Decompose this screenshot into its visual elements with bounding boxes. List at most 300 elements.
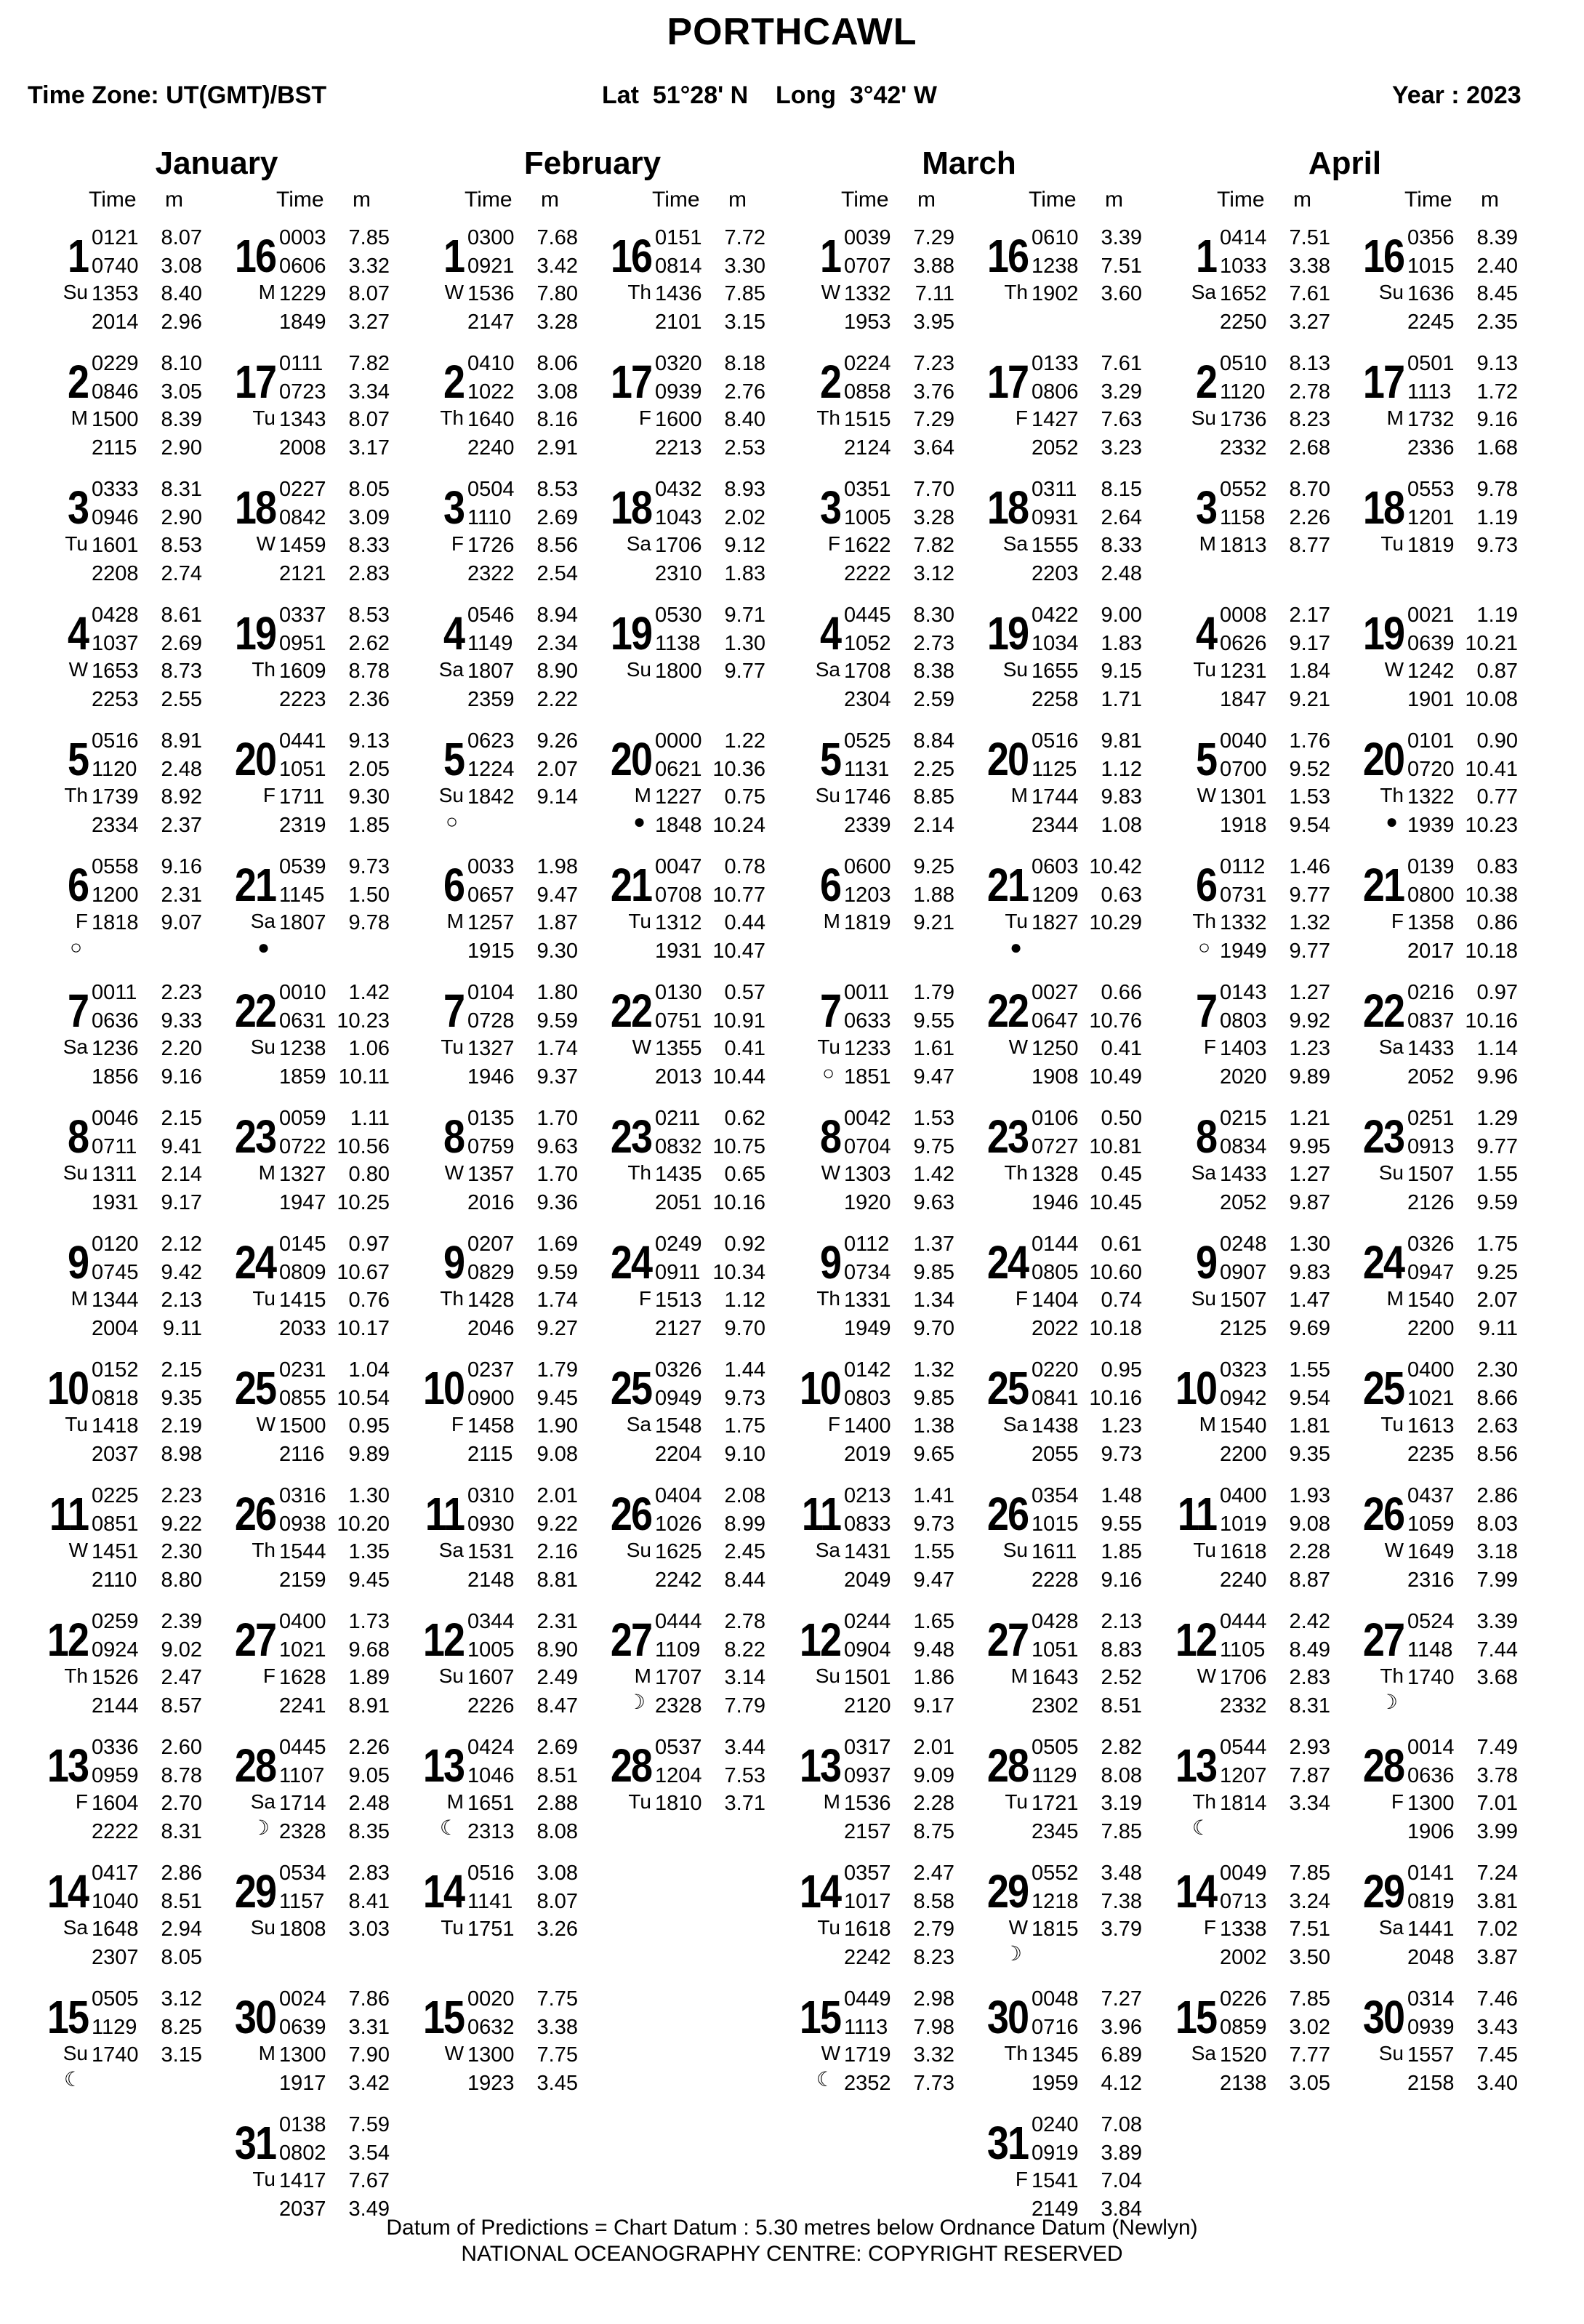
day-entry xyxy=(403,1859,589,1985)
tide-height: 9.42 xyxy=(161,1260,202,1284)
tide-time: 2002 xyxy=(1220,1945,1267,1969)
tide-row xyxy=(844,1692,954,1720)
tide-list xyxy=(92,979,202,1091)
tide-time: 0713 xyxy=(1220,1889,1267,1913)
day-entry xyxy=(591,601,776,727)
tide-height: 9.08 xyxy=(536,1442,578,1466)
tide-list xyxy=(844,1482,954,1594)
tide-list xyxy=(1407,601,1518,713)
tide-row xyxy=(1407,601,1518,630)
weekday: Tu xyxy=(252,1287,276,1310)
tide-row xyxy=(1032,1007,1142,1035)
tide-height: 1.84 xyxy=(1289,660,1330,683)
tide-time: 2203 xyxy=(1032,561,1079,585)
weekday: M xyxy=(71,406,88,429)
tide-time: 0259 xyxy=(92,1610,139,1633)
tide-row xyxy=(92,1356,202,1385)
day-number: 8 xyxy=(67,1111,88,1163)
tide-list xyxy=(92,224,202,336)
tide-height: 9.15 xyxy=(1101,660,1142,683)
tide-row xyxy=(1032,1161,1142,1189)
tide-time: 1145 xyxy=(279,883,325,907)
tide-list xyxy=(1220,1356,1330,1468)
weekday: Tu xyxy=(817,1035,840,1058)
tide-row xyxy=(1220,1161,1330,1189)
tide-height: 9.87 xyxy=(1289,1190,1330,1214)
tide-height: 1.85 xyxy=(348,813,390,837)
tide-time: 0226 xyxy=(1220,1987,1267,2011)
tide-row xyxy=(1032,1189,1142,1217)
tide-list xyxy=(844,601,954,713)
tide-height: 9.77 xyxy=(1476,1134,1518,1158)
tide-row xyxy=(844,1664,954,1692)
tide-list xyxy=(1032,224,1142,308)
tide-time: 1555 xyxy=(1032,534,1079,557)
day-number: 18 xyxy=(610,482,651,534)
tide-time: 0632 xyxy=(467,2015,515,2039)
tide-time: 1353 xyxy=(92,282,139,305)
tide-row xyxy=(655,1734,765,1762)
tide-row xyxy=(467,378,578,406)
tide-list xyxy=(1220,350,1330,462)
tide-time: 1949 xyxy=(1220,939,1267,963)
tide-row xyxy=(279,2041,390,2069)
column-header xyxy=(652,188,747,212)
tide-row xyxy=(1220,224,1330,252)
tide-row xyxy=(655,1063,765,1091)
tide-list xyxy=(844,727,954,839)
tide-row xyxy=(655,1762,765,1790)
tide-height: 8.23 xyxy=(1289,408,1330,431)
tide-height: 1.48 xyxy=(1101,1484,1142,1507)
tide-height: 7.85 xyxy=(1101,1819,1142,1843)
tide-list xyxy=(279,1105,390,1217)
tide-time: 1201 xyxy=(1407,505,1455,529)
tide-time: 2055 xyxy=(1032,1442,1079,1466)
tide-time: 1947 xyxy=(279,1190,326,1214)
tide-height: 2.23 xyxy=(161,981,202,1004)
tide-row xyxy=(92,881,202,910)
day-entry xyxy=(1343,476,1529,601)
tide-row xyxy=(1032,812,1142,840)
tide-row xyxy=(467,909,578,937)
tide-row xyxy=(844,1944,954,1972)
tide-time: 2149 xyxy=(1032,2197,1079,2221)
tide-height: 10.45 xyxy=(1089,1190,1142,1214)
weekday: Su xyxy=(626,658,651,681)
tide-height: 9.73 xyxy=(348,855,390,878)
tide-time: 0803 xyxy=(844,1386,891,1410)
day-entry xyxy=(591,853,776,979)
tide-time: 0316 xyxy=(279,1484,326,1507)
tide-row xyxy=(1220,881,1330,910)
tide-height: 7.75 xyxy=(536,2043,578,2067)
tide-height: 8.90 xyxy=(536,1638,578,1662)
tide-row xyxy=(279,1286,390,1315)
tide-height: 10.77 xyxy=(712,883,765,907)
tide-row xyxy=(92,1636,202,1664)
tide-height: 7.51 xyxy=(1289,1918,1330,1941)
tide-height: 8.15 xyxy=(1101,478,1142,501)
tide-time: 0101 xyxy=(1407,729,1455,753)
weekday: M xyxy=(1199,532,1216,555)
tide-row xyxy=(1032,560,1142,588)
tide-row xyxy=(92,406,202,434)
tide-time: 1435 xyxy=(655,1163,702,1186)
tide-height: 9.73 xyxy=(1476,534,1518,557)
tide-time: 1548 xyxy=(655,1414,702,1438)
tide-height: 8.51 xyxy=(1101,1694,1142,1718)
tide-row xyxy=(844,1482,954,1510)
tide-row xyxy=(1407,2014,1518,2042)
weekday: Tu xyxy=(441,1035,464,1058)
tide-time: 1600 xyxy=(655,408,702,431)
tide-time: 2037 xyxy=(279,2197,326,2221)
tide-height: 7.67 xyxy=(348,2169,390,2192)
day-number: 6 xyxy=(67,860,88,911)
tide-time: 0552 xyxy=(1032,1862,1079,1885)
tide-row xyxy=(1220,979,1330,1007)
tide-row xyxy=(655,406,765,434)
day-column xyxy=(968,224,1153,2237)
tide-list xyxy=(279,2111,390,2223)
tide-height: 1.70 xyxy=(536,1107,578,1130)
tide-time: 2242 xyxy=(844,1945,891,1969)
tide-time: 0326 xyxy=(655,1358,702,1382)
tide-row xyxy=(1220,2014,1330,2042)
tide-list xyxy=(844,1985,954,2097)
tide-time: 0537 xyxy=(655,1736,702,1759)
tide-height: 2.01 xyxy=(913,1736,954,1759)
tide-time: 2226 xyxy=(467,1694,515,1718)
tide-row xyxy=(844,1734,954,1762)
tide-time: 1459 xyxy=(279,534,326,557)
tide-height: 3.48 xyxy=(1101,1862,1142,1885)
tide-row xyxy=(279,560,390,588)
day-number: 15 xyxy=(1175,1992,1216,2043)
tide-time: 1706 xyxy=(655,534,702,557)
tide-time: 1418 xyxy=(92,1414,139,1438)
tide-row xyxy=(1220,1356,1330,1385)
tide-list xyxy=(92,350,202,462)
tide-height: 8.18 xyxy=(724,352,765,375)
tide-height: 7.27 xyxy=(1101,1987,1142,2011)
tide-height: 10.16 xyxy=(1089,1386,1142,1410)
tide-row xyxy=(279,727,390,756)
tide-time: 0120 xyxy=(92,1233,139,1256)
tide-row xyxy=(1220,1985,1330,2014)
weekday: M xyxy=(258,2042,276,2064)
tide-row xyxy=(1032,909,1142,937)
tide-row xyxy=(1407,756,1518,784)
tide-list xyxy=(279,1985,390,2097)
tide-height: 8.39 xyxy=(161,408,202,431)
tide-row xyxy=(279,1133,390,1161)
tide-height: 3.64 xyxy=(913,436,954,460)
day-number: 21 xyxy=(234,860,276,911)
tide-height: 9.83 xyxy=(1289,1260,1330,1284)
tide-height: 9.47 xyxy=(536,883,578,907)
tide-list xyxy=(1032,601,1142,713)
tide-time: 1200 xyxy=(92,883,139,907)
tide-time: 1618 xyxy=(1220,1540,1267,1563)
day-number: 22 xyxy=(234,985,276,1037)
tide-list xyxy=(279,979,390,1091)
tide-time: 0647 xyxy=(1032,1009,1079,1033)
tide-row xyxy=(279,630,390,658)
tide-height: 10.47 xyxy=(712,939,765,963)
tide-row xyxy=(92,1441,202,1469)
tide-height: 8.90 xyxy=(536,660,578,683)
tide-row xyxy=(844,560,954,588)
tide-height: 9.41 xyxy=(161,1134,202,1158)
day-entry xyxy=(215,1859,401,1985)
tide-row xyxy=(467,1888,578,1916)
tide-height: 9.68 xyxy=(348,1638,390,1662)
weekday: Sa xyxy=(815,1539,840,1561)
day-entry xyxy=(968,1734,1153,1859)
day-number: 2 xyxy=(819,356,840,408)
tide-row xyxy=(1032,1385,1142,1413)
tide-height: 8.53 xyxy=(536,478,578,501)
day-entry xyxy=(968,476,1153,601)
day-number: 18 xyxy=(234,482,276,534)
tide-list xyxy=(279,476,390,588)
day-number: 23 xyxy=(610,1111,651,1163)
tide-height: 1.11 xyxy=(350,1107,390,1130)
tide-list xyxy=(655,1230,765,1342)
day-number: 9 xyxy=(819,1237,840,1289)
weekday: Sa xyxy=(438,658,464,681)
tide-row xyxy=(1407,979,1518,1007)
tide-time: 1613 xyxy=(1407,1414,1455,1438)
tide-height: 10.54 xyxy=(337,1386,390,1410)
tide-time: 1515 xyxy=(844,408,891,431)
day-entry xyxy=(215,1105,401,1230)
tide-list xyxy=(844,1859,954,1971)
day-number: 3 xyxy=(1195,482,1216,534)
day-entry xyxy=(1343,1356,1529,1482)
tide-time: 2242 xyxy=(655,1568,702,1592)
tide-height: 1.73 xyxy=(348,1610,390,1633)
tide-time: 1931 xyxy=(92,1190,139,1214)
tide-row xyxy=(467,937,578,966)
tide-height: 1.30 xyxy=(348,1484,390,1507)
tide-time: 1040 xyxy=(92,1889,139,1913)
last-moon-icon: ☾ xyxy=(439,1816,458,1839)
timezone-label: Time Zone: UT(GMT)/BST xyxy=(28,81,327,109)
tide-row xyxy=(1407,812,1518,840)
day-number: 2 xyxy=(67,356,88,408)
tide-time: 0600 xyxy=(844,855,891,878)
tide-height: 7.24 xyxy=(1476,1862,1518,1885)
tide-time: 0133 xyxy=(1032,352,1079,375)
tide-time: 1714 xyxy=(279,1792,326,1815)
tide-height: 10.38 xyxy=(1465,883,1518,907)
tide-row xyxy=(844,1259,954,1287)
tide-row xyxy=(92,224,202,252)
weekday: Tu xyxy=(1193,1539,1216,1561)
tide-time: 1436 xyxy=(655,282,702,305)
tide-row xyxy=(655,1441,765,1469)
day-entry xyxy=(591,1734,776,1859)
tide-row xyxy=(1407,1538,1518,1566)
tide-row xyxy=(844,476,954,504)
month-name: January xyxy=(155,145,278,181)
weekday: F xyxy=(827,1413,840,1435)
tide-time: 0112 xyxy=(844,1233,890,1256)
tide-list xyxy=(1407,476,1518,560)
day-entry xyxy=(780,1734,965,1859)
tide-height: 7.80 xyxy=(536,282,578,305)
tide-row xyxy=(279,1790,390,1818)
tide-row xyxy=(92,657,202,686)
tide-time: 0946 xyxy=(92,505,139,529)
tide-row xyxy=(467,1105,578,1133)
tide-height: 9.16 xyxy=(161,1065,202,1089)
tide-height: 7.98 xyxy=(913,2015,954,2039)
tide-row xyxy=(1407,1636,1518,1664)
tide-height: 7.46 xyxy=(1476,1987,1518,2011)
tide-time: 0552 xyxy=(1220,478,1267,501)
weekday: F xyxy=(75,1790,88,1813)
tide-row xyxy=(1407,1859,1518,1888)
tide-list xyxy=(655,350,765,462)
tide-height: 2.48 xyxy=(1101,561,1142,585)
tide-row xyxy=(467,1315,578,1343)
tide-time: 2313 xyxy=(467,1819,515,1843)
tide-time: 2008 xyxy=(279,436,326,460)
tide-height: 7.11 xyxy=(914,282,954,305)
tide-time: 0937 xyxy=(844,1763,891,1787)
tide-time: 1238 xyxy=(1032,254,1079,278)
weekday: W xyxy=(256,1413,276,1435)
day-number: 30 xyxy=(234,1992,276,2043)
tide-height: 8.05 xyxy=(348,478,390,501)
tide-height: 8.07 xyxy=(348,282,390,305)
tide-list xyxy=(1407,1230,1518,1342)
tide-row xyxy=(279,378,390,406)
tide-row xyxy=(1220,1105,1330,1133)
tide-height: 8.84 xyxy=(913,729,954,753)
tide-height: 10.60 xyxy=(1089,1260,1142,1284)
tide-height: 9.73 xyxy=(1101,1442,1142,1466)
tide-height: 8.40 xyxy=(724,408,765,431)
tide-time: 1810 xyxy=(655,1792,702,1815)
tide-time: 0734 xyxy=(844,1260,891,1284)
tide-row xyxy=(92,1007,202,1035)
tide-time: 0020 xyxy=(467,1987,515,2011)
tide-height: 9.35 xyxy=(161,1386,202,1410)
tide-time: 1311 xyxy=(92,1163,137,1186)
weekday: Sa xyxy=(250,1790,276,1813)
tide-height: 3.24 xyxy=(1289,1889,1330,1913)
tide-time: 1431 xyxy=(844,1540,891,1563)
tide-time: 0138 xyxy=(279,2113,326,2136)
tide-row xyxy=(467,1441,578,1469)
tide-time: 0516 xyxy=(92,729,139,753)
tide-time: 0139 xyxy=(1407,855,1455,878)
day-entry xyxy=(1343,601,1529,727)
tide-row xyxy=(844,756,954,784)
tide-row xyxy=(1407,1790,1518,1818)
tide-list xyxy=(1032,1482,1142,1594)
tide-row xyxy=(92,1510,202,1539)
tide-height: 2.70 xyxy=(161,1792,202,1815)
tide-list xyxy=(844,1105,954,1217)
tide-time: 0111 xyxy=(279,352,323,375)
tide-time: 2052 xyxy=(1220,1190,1267,1214)
weekday: M xyxy=(634,1664,651,1687)
tide-height: 2.60 xyxy=(161,1736,202,1759)
tide-row xyxy=(1407,1063,1518,1091)
tide-row xyxy=(655,1608,765,1636)
weekday: Su xyxy=(438,1664,464,1687)
tide-height: 2.20 xyxy=(161,1037,202,1060)
tide-time: 0623 xyxy=(467,729,515,753)
tide-row xyxy=(1032,1063,1142,1091)
weekday: Su xyxy=(1378,2042,1404,2064)
tide-time: 0224 xyxy=(844,352,891,375)
weekday: Tu xyxy=(252,2168,276,2190)
tide-time: 0911 xyxy=(655,1260,701,1284)
tide-time: 0445 xyxy=(844,604,891,627)
tide-list xyxy=(844,1356,954,1468)
tide-list xyxy=(1407,1105,1518,1217)
tide-time: 1923 xyxy=(467,2071,515,2095)
tide-time: 0539 xyxy=(279,855,326,878)
tide-height: 3.81 xyxy=(1476,1889,1518,1913)
tide-row xyxy=(1407,1315,1518,1343)
tide-row xyxy=(467,783,578,812)
tide-row xyxy=(1407,2069,1518,2098)
tide-height: 7.68 xyxy=(536,226,578,249)
tide-row xyxy=(279,2139,390,2168)
day-number: 3 xyxy=(443,482,464,534)
tide-height: 10.41 xyxy=(1465,757,1518,781)
tide-time: 1655 xyxy=(1032,660,1079,683)
tide-time: 1706 xyxy=(1220,1666,1267,1689)
tide-height: 9.02 xyxy=(161,1638,202,1662)
tide-row xyxy=(1220,1035,1330,1063)
tide-row xyxy=(92,1790,202,1818)
tide-time: 0011 xyxy=(92,981,137,1004)
weekday: W xyxy=(68,658,88,681)
tide-height: 7.63 xyxy=(1101,408,1142,431)
tide-row xyxy=(655,1636,765,1664)
weekday: Su xyxy=(63,1161,88,1184)
weekday: Th xyxy=(1004,1161,1028,1184)
weekday: Sa xyxy=(1378,1035,1404,1058)
weekday: Su xyxy=(626,1539,651,1561)
tide-row xyxy=(1407,2041,1518,2069)
tide-list xyxy=(279,1859,390,1944)
tide-height: 7.87 xyxy=(1289,1763,1330,1787)
tide-row xyxy=(92,504,202,532)
tide-time: 1625 xyxy=(655,1540,702,1563)
tide-row xyxy=(279,252,390,281)
tide-height: 0.66 xyxy=(1101,981,1142,1004)
day-entry xyxy=(591,727,776,853)
tide-row xyxy=(279,1692,390,1720)
tide-time: 0414 xyxy=(1220,226,1267,249)
tide-time: 1332 xyxy=(1220,911,1267,934)
day-number: 26 xyxy=(1362,1488,1404,1540)
tide-height: 8.51 xyxy=(536,1763,578,1787)
day-entry xyxy=(28,601,213,727)
tide-height: 7.90 xyxy=(348,2043,390,2067)
tide-height: 1.79 xyxy=(536,1358,578,1382)
